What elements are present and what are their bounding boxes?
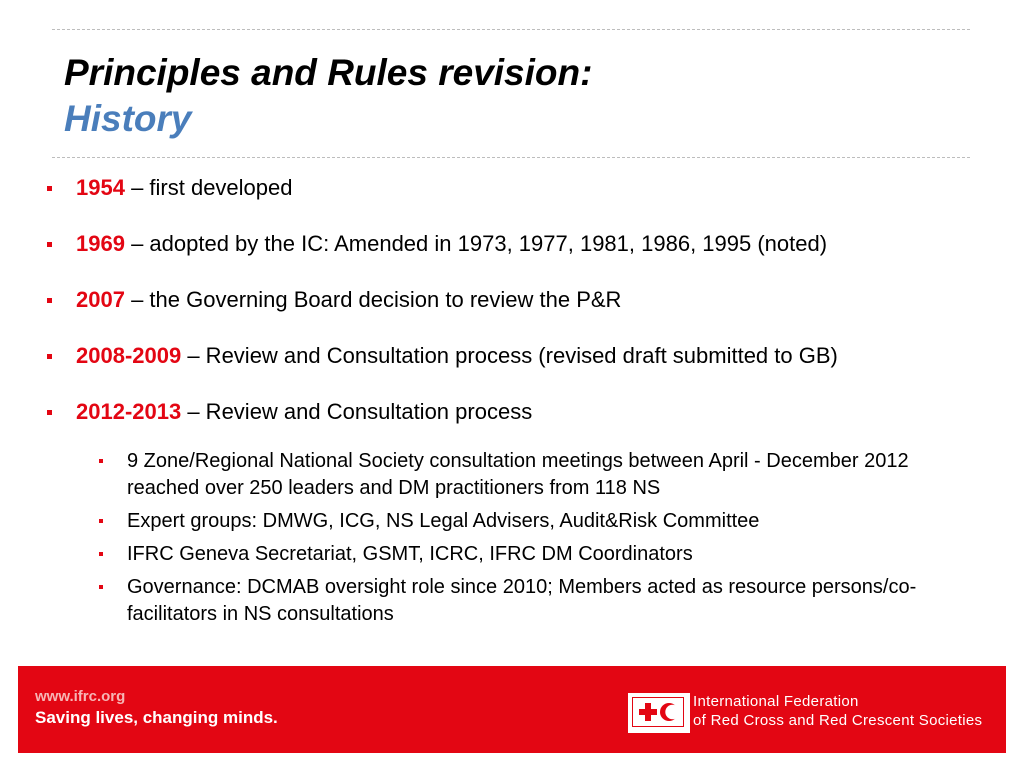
sub-list-item — [97, 448, 977, 502]
list-item — [44, 396, 984, 452]
footer-banner — [18, 666, 1006, 753]
sub-list-item — [97, 541, 977, 568]
bullet-square-icon — [47, 354, 52, 359]
sub-item-text: IFRC Geneva Secretariat, GSMT, ICRC, IFRC DM Coordinators — [127, 543, 693, 565]
list-item — [44, 340, 984, 396]
title-divider — [52, 157, 970, 158]
item-text: – first developed — [124, 175, 293, 200]
sub-item-text: Governance: DCMAB oversight role since 2010; Members acted as resource persons/co-facilitators in NS consultations — [127, 576, 917, 625]
list-item — [44, 172, 984, 228]
title-subtitle: History — [64, 98, 192, 139]
bullet-square-icon — [47, 298, 52, 303]
year-label: 2008-2009 — [76, 343, 182, 368]
organization-name — [693, 692, 982, 730]
org-name-line2: of Red Cross and Red Crescent Societies — [693, 712, 983, 729]
title-main: Principles and Rules revision: — [64, 52, 593, 93]
tagline: Saving lives, changing minds. — [35, 708, 278, 727]
history-list — [44, 172, 984, 452]
item-text: – adopted by the IC: Amended in 1973, 1977, 1981, 1986, 1995 (noted) — [124, 231, 828, 256]
website-link[interactable]: www.ifrc.org — [35, 688, 126, 705]
consultation-details-list — [97, 448, 977, 634]
bullet-square-icon — [99, 459, 103, 463]
bullet-square-icon — [47, 186, 52, 191]
item-text: – Review and Consultation process (revised draft submitted to GB) — [181, 343, 838, 368]
list-item — [44, 284, 984, 340]
bullet-square-icon — [99, 585, 103, 589]
item-text: – the Governing Board decision to review the P&R — [124, 287, 622, 312]
sub-list-item — [97, 508, 977, 535]
list-item — [44, 228, 984, 284]
year-label: 2012-2013 — [76, 399, 182, 424]
bullet-square-icon — [99, 519, 103, 523]
year-label: 1954 — [76, 175, 125, 200]
year-label: 1969 — [76, 231, 125, 256]
org-name-line1: International Federation — [693, 693, 859, 710]
top-divider — [52, 29, 970, 30]
bullet-square-icon — [47, 410, 52, 415]
item-text: – Review and Consultation process — [181, 399, 533, 424]
bullet-square-icon — [47, 242, 52, 247]
sub-item-text: Expert groups: DMWG, ICG, NS Legal Advisers, Audit&Risk Committee — [127, 510, 760, 532]
slide-title — [64, 50, 592, 142]
sub-item-text: 9 Zone/Regional National Society consultation meetings between April - December 2012 reached over 250 leaders and DM practitioners from 118 NS — [127, 450, 909, 499]
red-cross-red-crescent-emblem-icon — [628, 693, 690, 733]
sub-list-item — [97, 574, 977, 628]
year-label: 2007 — [76, 287, 125, 312]
bullet-square-icon — [99, 552, 103, 556]
